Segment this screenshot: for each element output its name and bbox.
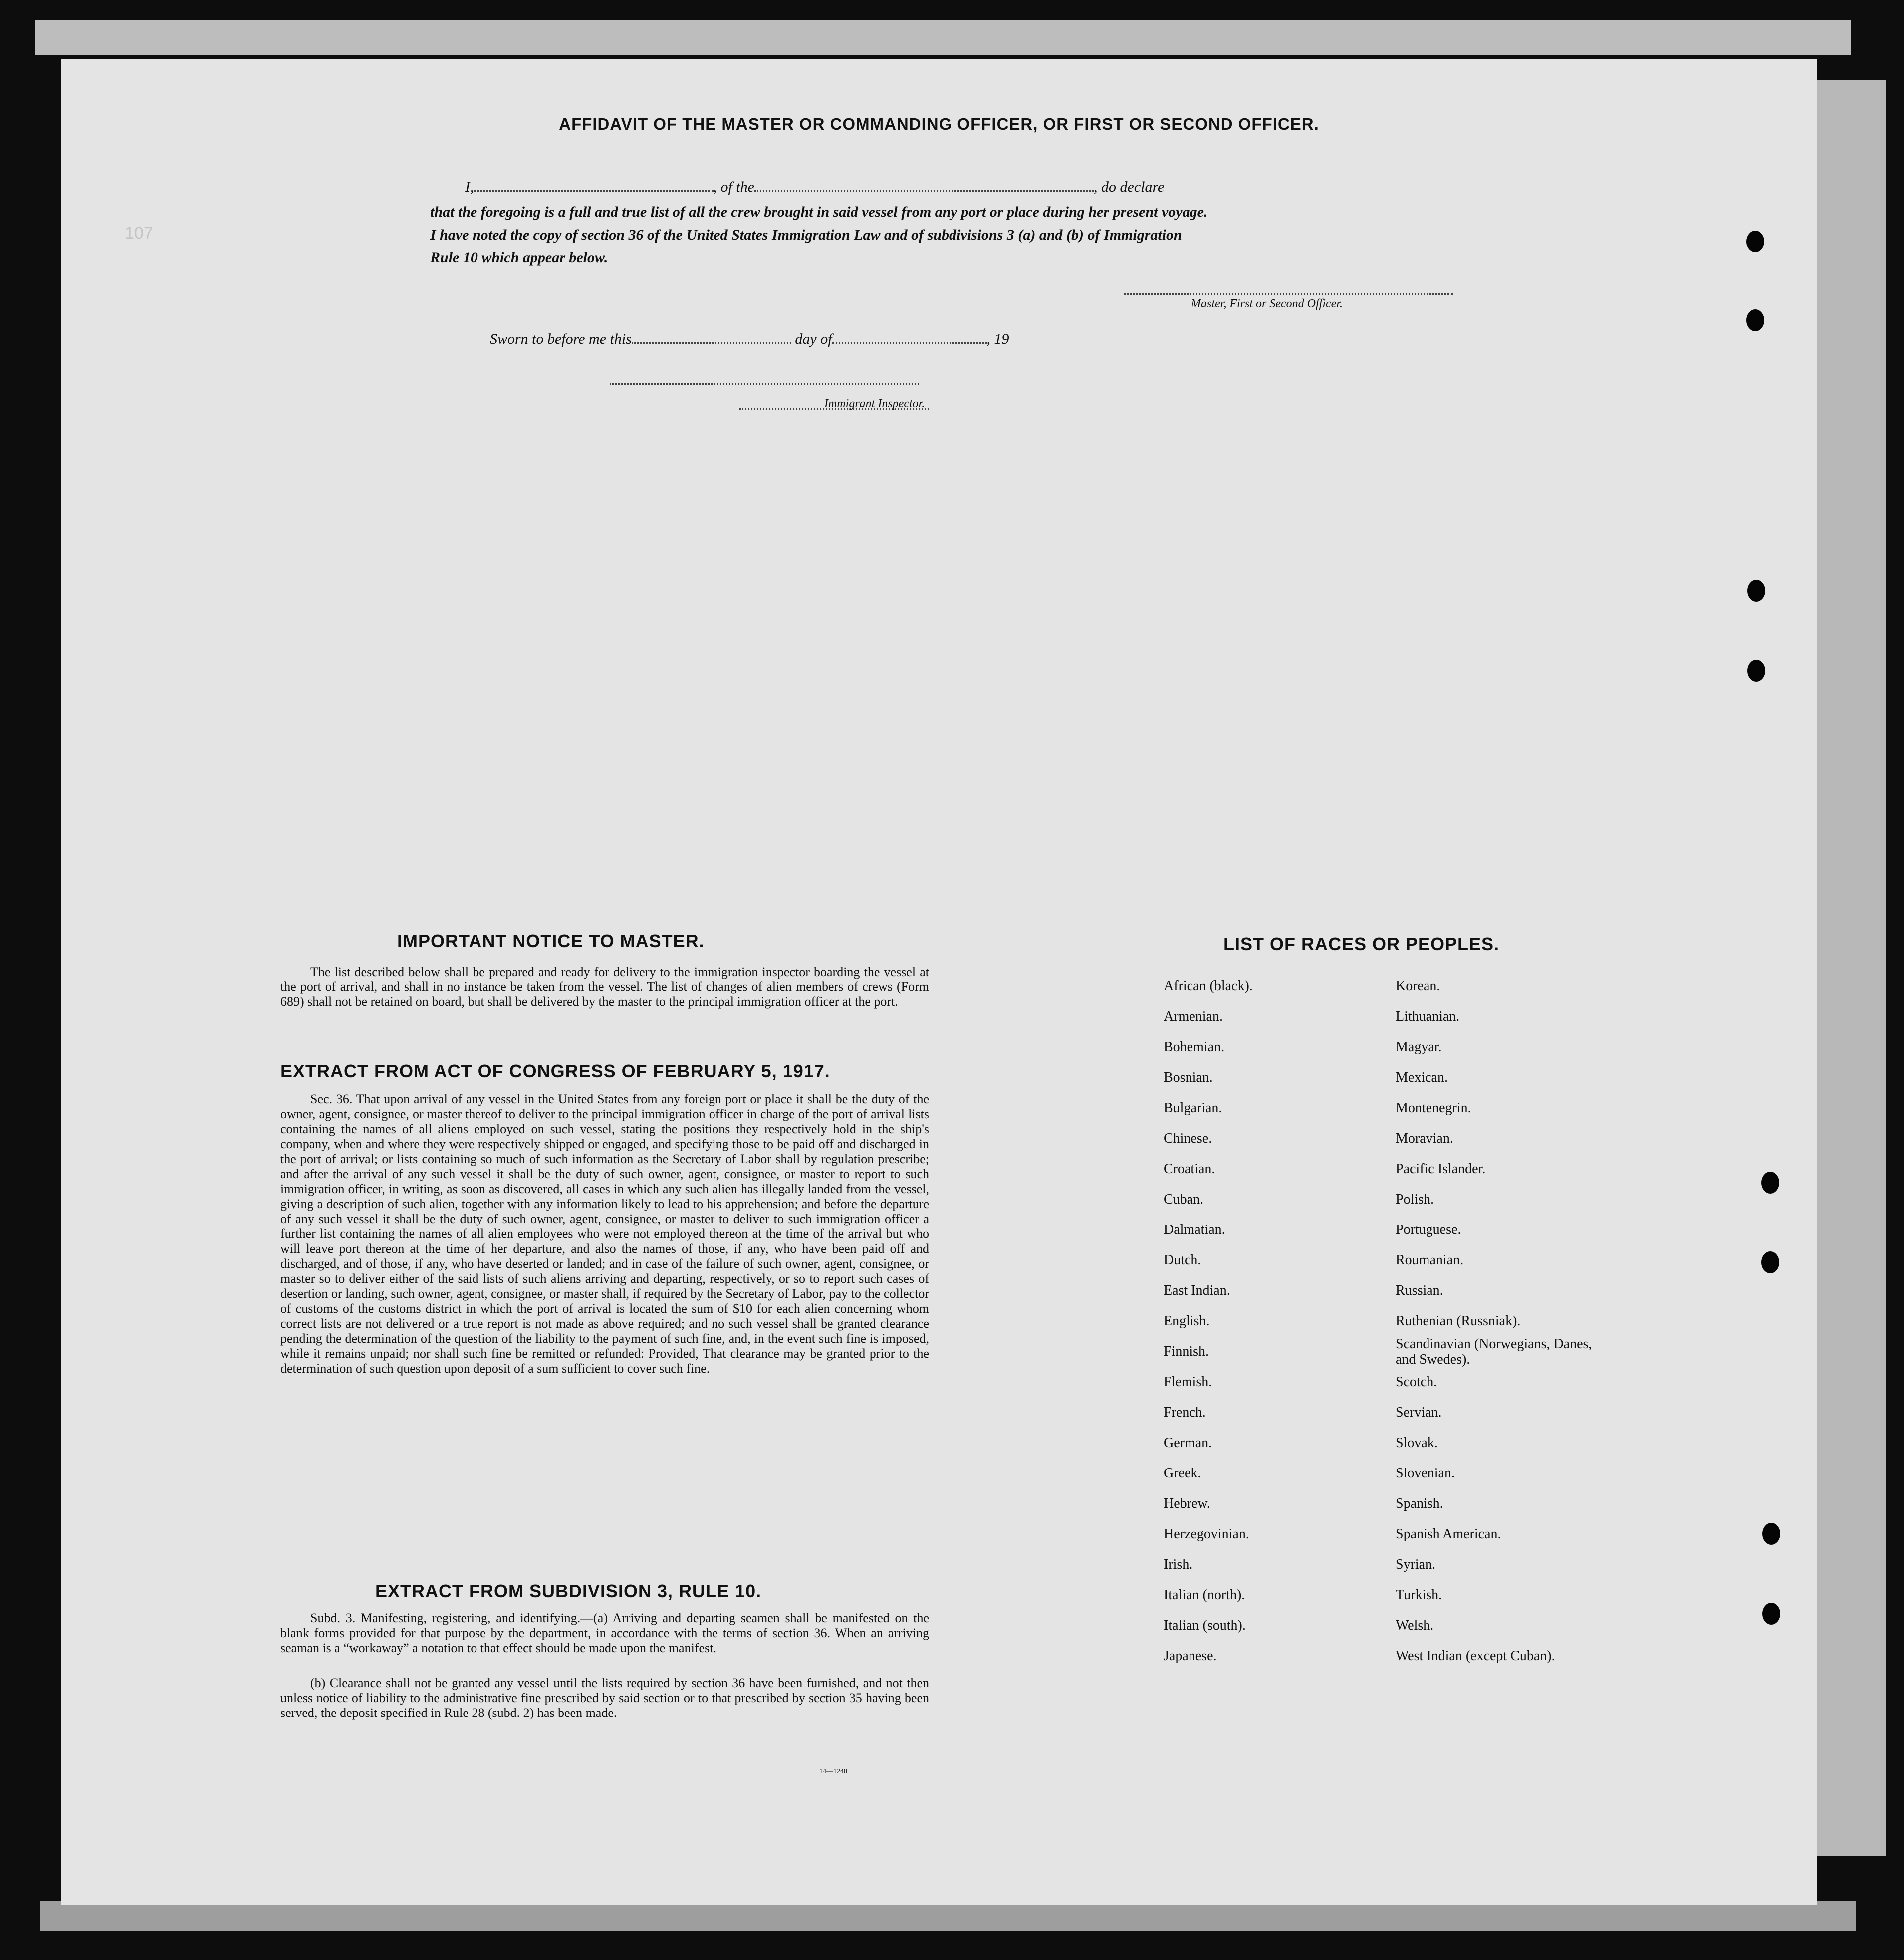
race-item: Servian. [1396,1405,1442,1420]
sworn-line: Sworn to before me this day of , 19 [490,331,1009,347]
race-item: Syrian. [1396,1557,1436,1572]
race-item: Italian (north). [1164,1587,1245,1603]
act-extract-body: Sec. 36. That upon arrival of any vessel in the United States from any foreign port or place it shall be the duty of the owner, agent, consignee, or master thereof to deliver to the principal immigration officer in charge of the port of arrival lists containing the names of all aliens employed on such vessel, stating the positions they respectively hold in the ship's company, when and where they were respectively shipped or engaged, and specifying those to be paid off and discharged in the port of arrival; or lists containing so much of such information as the Secretary of Labor shall by regulation prescribe; and after the arrival of any such vessel it shall be the duty of such owner, agent, consignee, or master to report to such immigration officer, in writing, as soon as discovered, all cases in which any such alien has illegally landed from the vessel, giving a description of such alien, together with any information likely to lead to his apprehension; and before the departure of any such vessel it shall be the duty of such owner, agent, consignee, or master to deliver to such immigration officer a further list containing the names of all alien employees who were not employed thereon at the time of the arrival but who will leave port thereon at the time of her departure, and also the names of those, if any, who have been paid off and discharged, and of those, if any, who have deserted or landed; and in case of the failure of such owner, agent, consignee, or master so to deliver either of the said lists of such aliens arriving and departing, respectively, or so to report such cases of desertion or landing, such owner, agent, consignee, or master shall, if required by the Secretary of Labor, pay to the collector of customs of the customs district in which the port of arrival is located the sum of $10 for each alien concerning whom correct lists are not delivered or a true report is not made as above required; and no such vessel shall be granted clearance pending the determination of the question of the liability to the payment of such fine, and, in the event such fine is imposed, while it remains unpaid; nor shall such fine be remitted or refunded: Provided, That clearance may be granted prior to the determination of such question upon deposit of a sum sufficient to cover such fine. [280,1092,929,1376]
margin-mark: 107 [125,224,153,243]
race-item: Slovak. [1396,1435,1438,1451]
race-item: Roumanian. [1396,1252,1464,1268]
binder-hole [1762,1523,1780,1545]
race-item: Portuguese. [1396,1222,1461,1237]
inspector-signature-line-1 [610,383,919,385]
race-item: Montenegrin. [1396,1100,1471,1116]
affidavit-line-2: that the foregoing is a full and true list of all the crew brought in said vessel from any port or place during her present voyage. [430,204,1208,220]
race-item: Spanish American. [1396,1526,1501,1542]
rule-extract-body-b: (b) Clearance shall not be granted any vessel until the lists required by section 36 have been furnished, and not then unless notice of liability to the administrative fine prescribed by said section or to that prescribed by section 35 having been served, the deposit specified in Rule 28 (subd. 2) has been made. [280,1676,929,1720]
race-item: Italian (south). [1164,1618,1246,1633]
race-item: Cuban. [1164,1192,1204,1207]
binder-hole [1747,580,1765,602]
race-item: Armenian. [1164,1009,1223,1024]
race-item: Bulgarian. [1164,1100,1222,1116]
races-column-1 [1164,971,1253,1671]
rule-extract-body-a: Subd. 3. Manifesting, registering, and identifying.—(a) Arriving and departing seamen shall be manifested on the blank forms provided for that purpose by the department, in accordance with the terms of section 36. When an arriving seaman is a “workaway” a notation to that effect should be made upon the manifest. [280,1611,929,1655]
race-item: Moravian. [1396,1131,1453,1146]
races-column-2 [1396,971,1615,1671]
form-number: 14—1240 [819,1768,847,1775]
notice-heading: IMPORTANT NOTICE TO MASTER. [397,931,705,951]
race-item: Spanish. [1396,1496,1443,1511]
race-item: Dutch. [1164,1252,1201,1268]
binder-hole [1761,1172,1779,1194]
binder-hole [1746,309,1764,331]
race-item: Mexican. [1396,1070,1448,1085]
race-item: French. [1164,1405,1206,1420]
race-item: Flemish. [1164,1374,1212,1390]
race-item: Korean. [1396,979,1440,994]
race-item: Chinese. [1164,1131,1212,1146]
race-item: Turkish. [1396,1587,1442,1603]
race-item: Ruthenian (Russniak). [1396,1313,1521,1329]
race-item: Pacific Islander. [1396,1161,1486,1177]
race-item: Croatian. [1164,1161,1215,1177]
race-item: Hebrew. [1164,1496,1210,1511]
race-item: Russian. [1396,1283,1443,1298]
affidavit-title: AFFIDAVIT OF THE MASTER OR COMMANDING OFFICER, OR FIRST OR SECOND OFFICER. [559,115,1319,133]
affidavit-line-1: I, , of the , do declare [465,179,1165,195]
notice-body: The list described below shall be prepared and ready for delivery to the immigration inspector boarding the vessel at the port of arrival, and shall in no instance be taken from the vessel. The list of changes of alien members of crews (Form 689) shall not be retained on board, but shall be delivered by the master to the principal immigration officer at the port. [280,965,929,1009]
affidavit-line-3: I have noted the copy of section 36 of the United States Immigration Law and of subdivisions 3 (a) and (b) of Immigration [430,227,1182,243]
race-item: African (black). [1164,979,1253,994]
binder-hole [1762,1603,1780,1625]
paper-edge-bottom [40,1901,1856,1931]
race-item: Polish. [1396,1192,1434,1207]
race-item: Irish. [1164,1557,1193,1572]
race-item: English. [1164,1313,1210,1329]
binder-hole [1761,1251,1779,1273]
inspector-signature-label: Immigrant Inspector. [824,397,925,410]
act-extract-heading: EXTRACT FROM ACT OF CONGRESS OF FEBRUARY 5, 1917. [280,1061,830,1081]
race-item: Welsh. [1396,1618,1434,1633]
paper-edge-right [1816,80,1886,1856]
affidavit-line-4: Rule 10 which appear below. [430,249,608,266]
binder-hole [1747,660,1765,682]
race-item: Magyar. [1396,1039,1442,1055]
race-item: German. [1164,1435,1212,1451]
race-item: Greek. [1164,1466,1201,1481]
manifest-page [61,59,1817,1905]
race-item: Bosnian. [1164,1070,1213,1085]
race-item: Japanese. [1164,1648,1217,1664]
race-item: Finnish. [1164,1344,1209,1359]
master-signature-label: Master, First or Second Officer. [1191,297,1343,310]
race-item: East Indian. [1164,1283,1230,1298]
race-item: Lithuanian. [1396,1009,1460,1024]
race-item: Bohemian. [1164,1039,1225,1055]
race-item: Slovenian. [1396,1466,1455,1481]
master-signature-line [1124,293,1453,295]
race-item: Herzegovinian. [1164,1526,1249,1542]
race-item: Scandinavian (Norwegians, Danes, and Swedes). [1396,1336,1592,1367]
binder-hole [1746,231,1764,252]
paper-edge-top [35,20,1851,55]
rule-extract-heading: EXTRACT FROM SUBDIVISION 3, RULE 10. [375,1581,762,1601]
races-heading: LIST OF RACES OR PEOPLES. [1223,934,1500,954]
race-item: Dalmatian. [1164,1222,1225,1237]
race-item: West Indian (except Cuban). [1396,1648,1555,1664]
race-item: Scotch. [1396,1374,1437,1390]
